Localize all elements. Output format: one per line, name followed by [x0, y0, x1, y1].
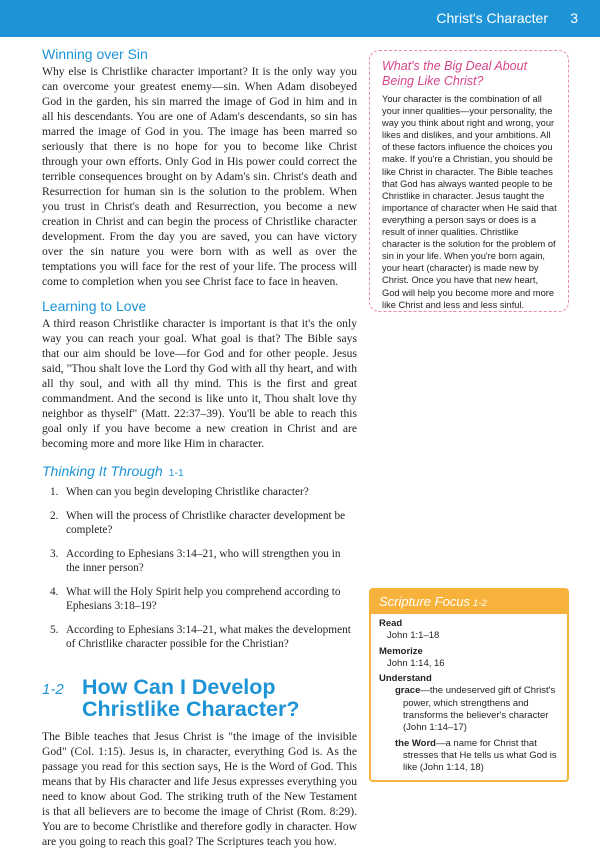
question-number: 2. [50, 509, 59, 522]
big-deal-title: What's the Big Deal About Being Like Christ? [382, 59, 528, 88]
question-text: When will the process of Christlike character development be complete? [66, 509, 346, 536]
learning-heading: Learning to Love [42, 298, 147, 314]
question-text: According to Ephesians 3:14–21, who will strengthen you in the inner person? [66, 547, 341, 574]
big-deal-text: Your character is the combination of all your inner qualities—your personality, the way you think about right and wrong, your likes and dislikes, and your ambitions. All of these factors influence the choices you make. If you're a Christian, you should be like Christ in character. The Bible teaches that God has always wanted people to be Christlike in character. Jesus taught the importance of character when He said that everything a person says or does is a result of inner qualities. Christlike character is the solution for the problem of sin in your life. When you're born again, your heart (character) is made new by Christ. Once you have that new heart, God will help you become more and more like Christ and less and less sinful. [382, 94, 557, 310]
scripture-focus-number: 1-2 [473, 598, 487, 609]
scripture-focus-header [371, 590, 567, 614]
thinking-number: 1-1 [168, 467, 184, 479]
question-text: What will the Holy Spirit help you comprehend according to Ephesians 3:18–19? [66, 585, 341, 612]
understand-label: Understand [379, 673, 432, 685]
term-entry [379, 738, 559, 775]
learning-paragraph: A third reason Christlike character is important is that it's the only way you can reach your goal. What goal is that? The Bible says that our aim should be love—for God and for other people. Jesus said, "Thou shalt love the Lord thy God with all thy heart, and with all thy soul, and with all thy mind. This is the first and great commandment. And the second is like unto it, Thou shalt love thy neighbor as thyself" (Matt. 22:37–39). You'll be able to reach this goal only if you have become a new creation in Christ and are becoming more and more like Him in character. [42, 317, 357, 450]
question-text: When can you begin developing Christlike character? [66, 486, 309, 498]
question-number: 1. [50, 486, 59, 498]
big-deal-sidebar [369, 50, 569, 312]
question-item [42, 485, 357, 500]
main-column [42, 46, 357, 849]
term-word: grace [395, 685, 421, 697]
winning-paragraph: Why else is Christlike character important? It is the only way you can overcome your greatest enemy—sin. When Adam disobeyed God in the garden, his sin marred the image of God in him and in all his descendants. You are one of Adam's descendants, so sin has marred the image of God in you. The image has been marred so seriously that there is no hope for you to become like Christ through your own efforts. Only God in His power could correct the terrible consequences brought on by Adam's sin. Christ's death and Resurrection for human sin is the solution to the problem. When you trust in Christ's death and Resurrection, you become a new creation in Christ and can begin the process of Christlike character development. From the day you are saved, you can have victory over the sin nature you were born with as well as over the temptations you will face for the rest of your life. The process will come to completion when you see Christ face to face in heaven. [42, 65, 357, 288]
memorize-reference: John 1:14, 16 [387, 657, 445, 669]
scripture-focus-body [371, 614, 567, 775]
question-number: 4. [50, 585, 59, 598]
question-item [42, 509, 357, 538]
winning-heading: Winning over Sin [42, 46, 148, 62]
read-reference: John 1:1–18 [387, 630, 440, 642]
section-title: How Can I Develop Christlike Character? [82, 674, 300, 721]
scripture-focus-title [379, 592, 559, 614]
scripture-focus-label: Scripture Focus [379, 594, 471, 609]
question-number: 3. [50, 547, 59, 560]
section-paragraph: The Bible teaches that Jesus Christ is "the image of the invisible God" (Col. 1:15). Jesus is, in character, everything God is. As the passage you read for this section says, He is the Word of God. This means that by His character and life Jesus expresses everything you need to know about God. The striking truth of the New Testament is that all believers are to become the image of Christ (Rom. 8:29). You are to become Christlike and therefore godly in character. How are you going to reach this goal? The Scriptures teach you how. [42, 729, 357, 848]
question-number: 5. [50, 623, 59, 636]
term-definition: —a name for Christ that stresses that He tells us what God is like (John 1:14, 18) [403, 737, 557, 774]
question-item [42, 623, 357, 652]
page-number: 3 [570, 10, 578, 26]
section-number: 1-2 [42, 680, 64, 698]
term-word: the Word [395, 737, 436, 749]
question-text: According to Ephesians 3:14–21, what makes the development of Christlike character possible for the Christian? [66, 623, 351, 650]
memorize-label: Memorize [379, 645, 423, 657]
read-label: Read [379, 618, 403, 629]
term-entry [379, 685, 559, 734]
chapter-title: Christ's Character [436, 10, 548, 26]
question-item [42, 547, 357, 576]
thinking-title: Thinking It Through [42, 463, 163, 479]
term-definition: —the undeserved gift of Christ's power, which strengthens and transforms the believer's character (John 1:14–17) [403, 685, 556, 734]
thinking-heading [42, 463, 357, 479]
scripture-focus-box [369, 588, 569, 782]
question-list [42, 485, 357, 652]
question-item [42, 585, 357, 614]
header-bar [0, 0, 600, 37]
section-heading [42, 676, 357, 720]
